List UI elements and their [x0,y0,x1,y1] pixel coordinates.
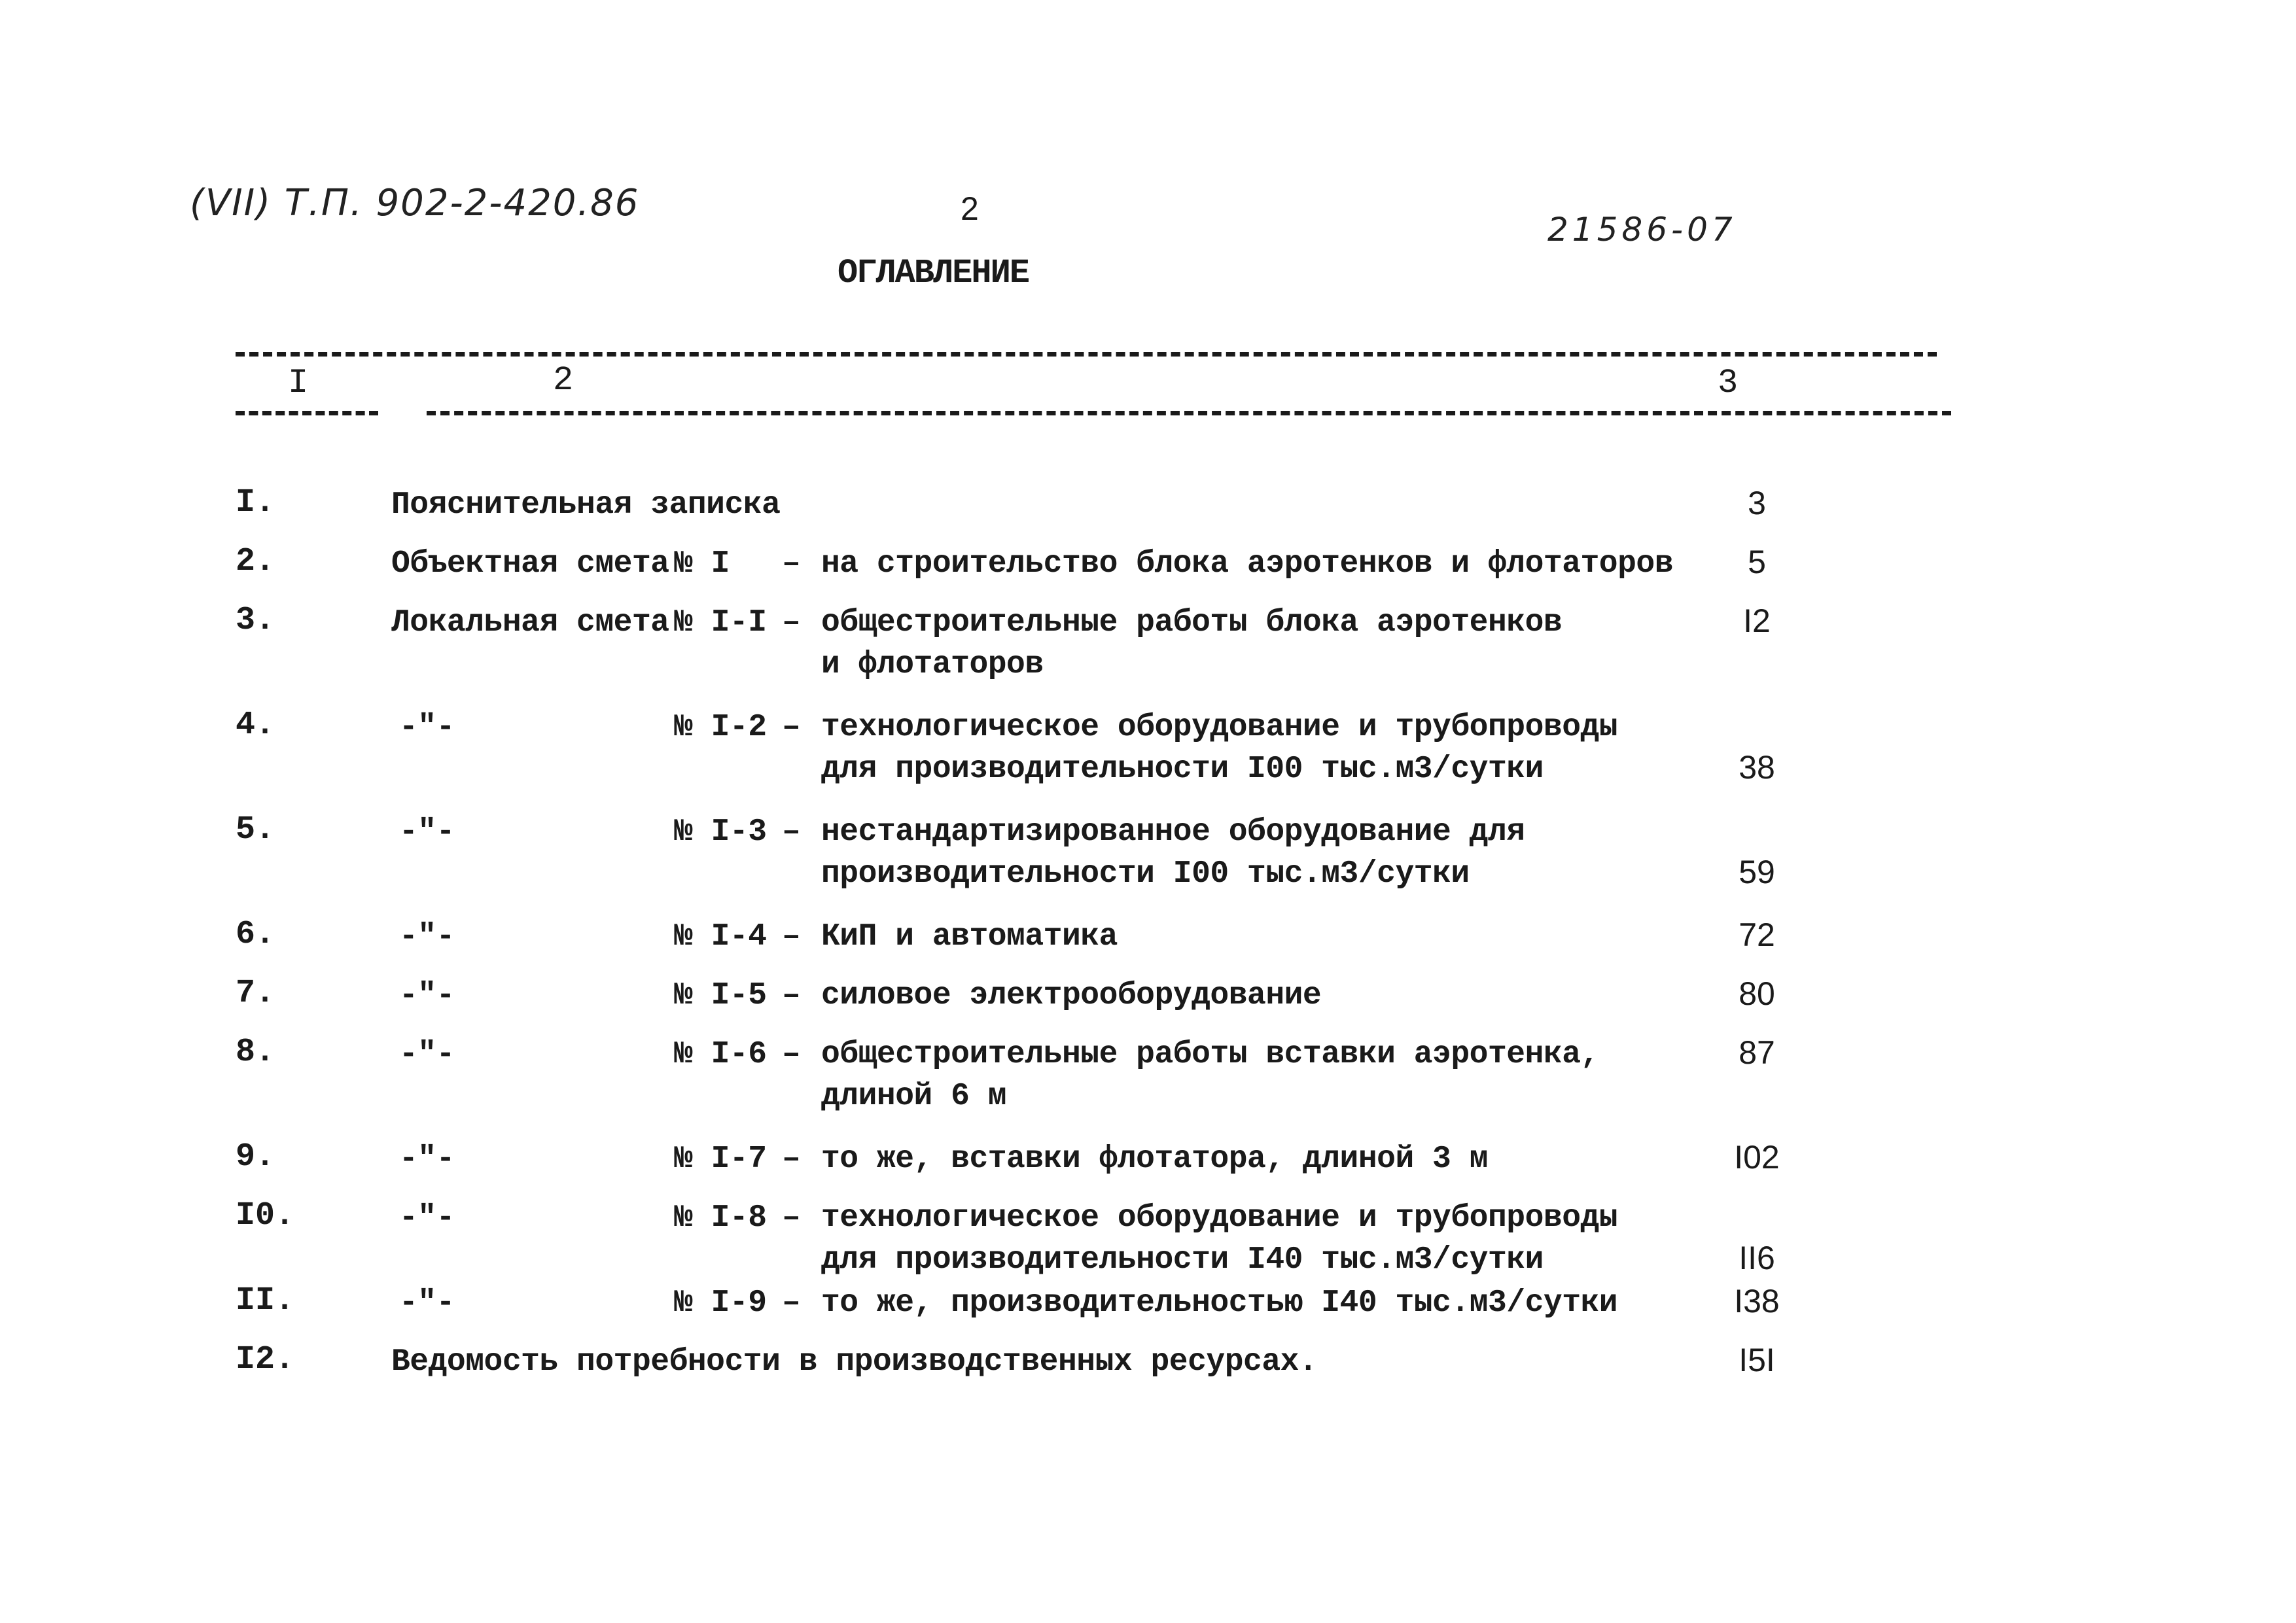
item-page: 72 [1739,916,1775,953]
item-page: 87 [1739,1034,1775,1071]
item-dash: – [782,605,801,640]
item-page: II6 [1739,1240,1775,1276]
column-header-1: I [288,364,309,402]
item-dash: – [782,1142,801,1177]
item-ref: № I-7 [674,1142,767,1177]
item-name: Объектная смета [391,546,669,582]
item-ref: № I-8 [674,1200,767,1236]
item-page: I02 [1734,1139,1780,1176]
item-description-line: на строительство блока аэротенков и флотаторов [821,546,1674,582]
item-description-line: нестандартизированное оборудование для [821,814,1525,850]
item-number: 3. [236,602,275,639]
item-number: 2. [236,543,275,580]
page-number: 2 [961,190,979,227]
item-ref: № I-4 [674,919,767,954]
item-number: 8. [236,1034,275,1071]
document-code: (VII) Т.П. 902-2-420.86 [190,182,640,224]
item-page: 5 [1748,544,1766,580]
item-name: Ведомость потребности в производственных ресурсах. [391,1344,1318,1380]
item-page: I38 [1734,1283,1780,1319]
item-dash: – [782,919,801,954]
item-description-line: то же, производительностью I40 тыс.м3/сутки [821,1285,1618,1321]
item-dash: – [782,710,801,745]
item-ref: № I [674,546,730,582]
item-ref: № I-2 [674,710,767,745]
item-page: I5I [1739,1342,1775,1378]
top-rule [236,352,1937,357]
item-description-line: для производительности I40 тыс.м3/сутки [821,1242,1544,1278]
item-description-line: технологическое оборудование и трубопроводы [821,710,1618,745]
item-dash: – [782,1200,801,1236]
item-page: 38 [1739,749,1775,786]
item-number: 6. [236,916,275,953]
item-name: Пояснительная записка [391,487,781,523]
item-ref: № I-9 [674,1285,767,1321]
item-number: 7. [236,975,275,1012]
item-number: I. [236,484,275,521]
item-ref: № I-I [674,605,767,640]
item-name: -"- [399,710,455,745]
item-description-line: общестроительные работы вставки аэротенка, [821,1037,1599,1072]
item-dash: – [782,1037,801,1072]
item-description-line: производительности I00 тыс.м3/сутки [821,856,1470,892]
item-dash: – [782,978,801,1013]
item-description-line: общестроительные работы блока аэротенков [821,605,1563,640]
header-rule-left [236,411,378,415]
item-page: 80 [1739,975,1775,1012]
column-header-3: 3 [1718,364,1739,402]
item-ref: № I-6 [674,1037,767,1072]
item-name: -"- [399,1037,455,1072]
item-description-line: и флотаторов [821,647,1044,682]
item-page: I2 [1743,602,1771,639]
item-description-line: силовое электрооборудование [821,978,1322,1013]
item-number: 4. [236,707,275,744]
item-number: 9. [236,1138,275,1176]
item-page: 59 [1739,854,1775,890]
page-title: ОГЛАВЛЕНИЕ [838,254,1029,292]
item-dash: – [782,546,801,582]
item-description-line: технологическое оборудование и трубопроводы [821,1200,1618,1236]
item-name: -"- [399,1200,455,1236]
item-description-line: то же, вставки флотатора, длиной 3 м [821,1142,1488,1177]
header-rule-right [427,411,1951,415]
item-number: II. [236,1282,295,1319]
item-description-line: длиной 6 м [821,1079,1007,1114]
item-ref: № I-5 [674,978,767,1013]
item-name: -"- [399,814,455,850]
item-name: Локальная смета [391,605,669,640]
item-ref: № I-3 [674,814,767,850]
item-name: -"- [399,919,455,954]
item-number: I0. [236,1197,295,1234]
item-name: -"- [399,1285,455,1321]
registration-number: 21586-07 [1547,211,1737,249]
item-dash: – [782,814,801,850]
item-page: 3 [1748,485,1766,521]
item-name: -"- [399,1142,455,1177]
item-description-line: для производительности I00 тыс.м3/сутки [821,752,1544,787]
item-description-line: КиП и автоматика [821,919,1118,954]
item-number: 5. [236,811,275,848]
item-dash: – [782,1285,801,1321]
item-number: I2. [236,1341,295,1378]
column-header-2: 2 [553,361,574,400]
item-name: -"- [399,978,455,1013]
